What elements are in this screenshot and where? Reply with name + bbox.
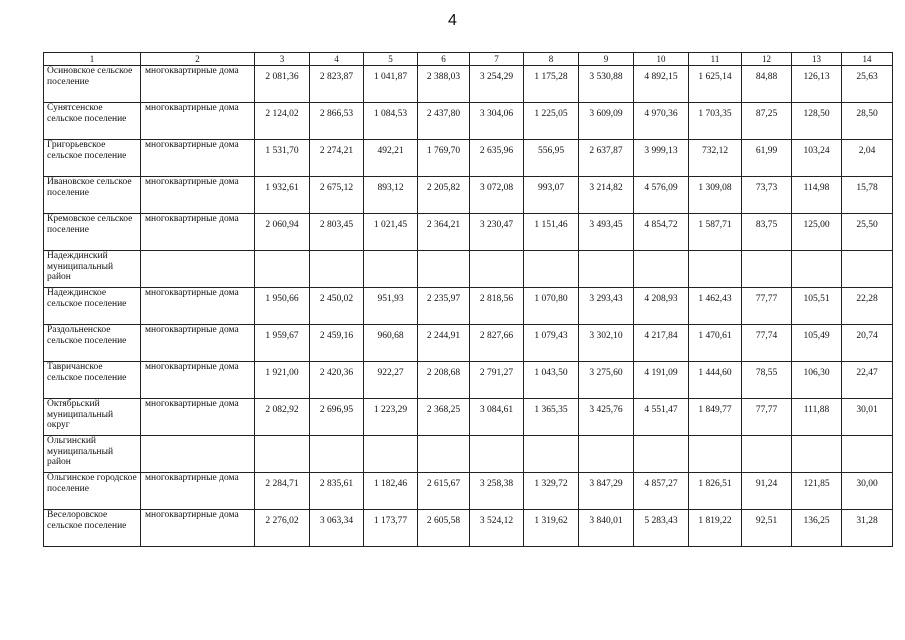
municipality-name: Раздольненское сельское поселение	[44, 325, 141, 362]
housing-type: многоквартирные дома	[141, 140, 255, 177]
housing-type: многоквартирные дома	[141, 362, 255, 399]
value-cell: 4 576,09	[634, 177, 689, 214]
value-cell: 128,50	[792, 103, 842, 140]
municipality-name: Веселоровское сельское поселение	[44, 510, 141, 547]
value-cell: 103,24	[792, 140, 842, 177]
value-cell: 1 182,46	[364, 473, 418, 510]
housing-type	[141, 251, 255, 288]
value-cell: 1 849,77	[689, 399, 742, 436]
value-cell: 922,27	[364, 362, 418, 399]
value-cell: 4 551,47	[634, 399, 689, 436]
value-cell: 20,74	[842, 325, 893, 362]
value-cell: 2 437,80	[418, 103, 470, 140]
value-cell: 77,77	[742, 288, 792, 325]
municipality-name: Октябрьский муниципальный округ	[44, 399, 141, 436]
value-cell: 2 818,56	[470, 288, 524, 325]
value-cell: 3 302,10	[579, 325, 634, 362]
value-cell: 1 819,22	[689, 510, 742, 547]
municipality-name: Ольгинское городское поселение	[44, 473, 141, 510]
value-cell	[579, 251, 634, 288]
value-cell: 732,12	[689, 140, 742, 177]
value-cell	[418, 436, 470, 473]
table-row	[44, 399, 893, 436]
value-cell: 2 081,36	[255, 66, 310, 103]
value-cell: 2 368,25	[418, 399, 470, 436]
table-row	[44, 251, 893, 288]
value-cell: 2 244,91	[418, 325, 470, 362]
value-cell: 1 932,61	[255, 177, 310, 214]
column-header: 4	[310, 53, 364, 66]
value-cell: 77,74	[742, 325, 792, 362]
housing-type: многоквартирные дома	[141, 66, 255, 103]
value-cell	[255, 436, 310, 473]
value-cell: 25,50	[842, 214, 893, 251]
municipality-name: Осиновское сельское поселение	[44, 66, 141, 103]
housing-type: многоквартирные дома	[141, 214, 255, 251]
value-cell: 3 530,88	[579, 66, 634, 103]
housing-type	[141, 436, 255, 473]
column-header: 9	[579, 53, 634, 66]
value-cell: 1 319,62	[524, 510, 579, 547]
value-cell: 78,55	[742, 362, 792, 399]
value-cell: 1 084,53	[364, 103, 418, 140]
value-cell: 1 041,87	[364, 66, 418, 103]
value-cell: 3 230,47	[470, 214, 524, 251]
column-header: 7	[470, 53, 524, 66]
value-cell	[255, 251, 310, 288]
value-cell: 1 826,51	[689, 473, 742, 510]
value-cell: 106,30	[792, 362, 842, 399]
table-body	[44, 66, 893, 547]
table-row	[44, 325, 893, 362]
column-header: 6	[418, 53, 470, 66]
value-cell: 25,63	[842, 66, 893, 103]
column-header: 1	[44, 53, 141, 66]
municipality-name: Надеждинское сельское поселение	[44, 288, 141, 325]
value-cell	[842, 251, 893, 288]
value-cell: 4 892,15	[634, 66, 689, 103]
value-cell: 3 493,45	[579, 214, 634, 251]
value-cell: 3 524,12	[470, 510, 524, 547]
value-cell: 126,13	[792, 66, 842, 103]
table-row	[44, 140, 893, 177]
value-cell	[842, 436, 893, 473]
value-cell: 1 959,67	[255, 325, 310, 362]
value-cell: 3 214,82	[579, 177, 634, 214]
value-cell: 1 043,50	[524, 362, 579, 399]
value-cell	[524, 436, 579, 473]
value-cell: 1 703,35	[689, 103, 742, 140]
municipality-name: Ольгинский муниципальный район	[44, 436, 141, 473]
value-cell: 960,68	[364, 325, 418, 362]
value-cell: 3 304,06	[470, 103, 524, 140]
value-cell	[524, 251, 579, 288]
municipality-name: Надеждинский муниципальный район	[44, 251, 141, 288]
value-cell: 84,88	[742, 66, 792, 103]
value-cell: 2 235,97	[418, 288, 470, 325]
value-cell: 2 205,82	[418, 177, 470, 214]
value-cell	[470, 251, 524, 288]
value-cell: 1 079,43	[524, 325, 579, 362]
value-cell: 3 425,76	[579, 399, 634, 436]
table-row	[44, 473, 893, 510]
column-header: 14	[842, 53, 893, 66]
value-cell: 2,04	[842, 140, 893, 177]
value-cell: 2 284,71	[255, 473, 310, 510]
municipality-name: Тавричанское сельское поселение	[44, 362, 141, 399]
value-cell: 111,88	[792, 399, 842, 436]
value-cell: 1 309,08	[689, 177, 742, 214]
value-cell: 1 070,80	[524, 288, 579, 325]
value-cell: 87,25	[742, 103, 792, 140]
value-cell: 492,21	[364, 140, 418, 177]
value-cell: 2 823,87	[310, 66, 364, 103]
value-cell: 1 151,46	[524, 214, 579, 251]
value-cell: 121,85	[792, 473, 842, 510]
value-cell: 2 827,66	[470, 325, 524, 362]
value-cell: 1 223,29	[364, 399, 418, 436]
value-cell: 2 459,16	[310, 325, 364, 362]
value-cell: 1 531,70	[255, 140, 310, 177]
value-cell: 4 208,93	[634, 288, 689, 325]
header-row	[44, 53, 893, 66]
value-cell: 2 276,02	[255, 510, 310, 547]
value-cell: 4 857,27	[634, 473, 689, 510]
value-cell: 1 021,45	[364, 214, 418, 251]
value-cell	[310, 251, 364, 288]
column-header: 3	[255, 53, 310, 66]
value-cell	[310, 436, 364, 473]
value-cell: 2 124,02	[255, 103, 310, 140]
value-cell	[792, 436, 842, 473]
value-cell: 556,95	[524, 140, 579, 177]
table-row	[44, 510, 893, 547]
value-cell: 28,50	[842, 103, 893, 140]
value-cell: 2 637,87	[579, 140, 634, 177]
value-cell: 2 635,96	[470, 140, 524, 177]
value-cell: 1 462,43	[689, 288, 742, 325]
column-header: 12	[742, 53, 792, 66]
value-cell: 2 803,45	[310, 214, 364, 251]
value-cell: 1 444,60	[689, 362, 742, 399]
housing-type: многоквартирные дома	[141, 103, 255, 140]
value-cell: 4 191,09	[634, 362, 689, 399]
table-row	[44, 214, 893, 251]
value-cell: 125,00	[792, 214, 842, 251]
value-cell: 3 847,29	[579, 473, 634, 510]
value-cell: 993,07	[524, 177, 579, 214]
value-cell	[634, 436, 689, 473]
value-cell: 1 365,35	[524, 399, 579, 436]
value-cell: 2 615,67	[418, 473, 470, 510]
column-header: 13	[792, 53, 842, 66]
value-cell: 22,47	[842, 362, 893, 399]
value-cell: 22,28	[842, 288, 893, 325]
value-cell	[579, 436, 634, 473]
value-cell: 77,77	[742, 399, 792, 436]
value-cell: 105,51	[792, 288, 842, 325]
value-cell: 2 791,27	[470, 362, 524, 399]
value-cell: 92,51	[742, 510, 792, 547]
value-cell: 1 921,00	[255, 362, 310, 399]
value-cell: 3 072,08	[470, 177, 524, 214]
value-cell	[364, 436, 418, 473]
table-row	[44, 436, 893, 473]
value-cell: 2 835,61	[310, 473, 364, 510]
value-cell: 1 625,14	[689, 66, 742, 103]
value-cell: 1 175,28	[524, 66, 579, 103]
value-cell: 3 063,34	[310, 510, 364, 547]
value-cell: 3 999,13	[634, 140, 689, 177]
municipality-name: Григорьевское сельское поселение	[44, 140, 141, 177]
tariff-table	[43, 52, 893, 547]
column-header: 8	[524, 53, 579, 66]
column-header: 10	[634, 53, 689, 66]
municipality-name: Сунятсенское сельское поселение	[44, 103, 141, 140]
value-cell: 1 173,77	[364, 510, 418, 547]
value-cell	[742, 436, 792, 473]
column-header: 11	[689, 53, 742, 66]
housing-type: многоквартирные дома	[141, 177, 255, 214]
value-cell: 114,98	[792, 177, 842, 214]
value-cell: 2 388,03	[418, 66, 470, 103]
value-cell: 2 208,68	[418, 362, 470, 399]
value-cell: 2 866,53	[310, 103, 364, 140]
value-cell	[742, 251, 792, 288]
value-cell: 1 587,71	[689, 214, 742, 251]
value-cell: 3 254,29	[470, 66, 524, 103]
value-cell: 83,75	[742, 214, 792, 251]
housing-type: многоквартирные дома	[141, 399, 255, 436]
value-cell: 3 275,60	[579, 362, 634, 399]
value-cell: 136,25	[792, 510, 842, 547]
municipality-name: Ивановское сельское поселение	[44, 177, 141, 214]
column-header: 5	[364, 53, 418, 66]
municipality-name: Кремовское сельское поселение	[44, 214, 141, 251]
value-cell: 1 329,72	[524, 473, 579, 510]
page-number: 4	[448, 12, 457, 29]
value-cell: 2 364,21	[418, 214, 470, 251]
value-cell	[470, 436, 524, 473]
table-row	[44, 66, 893, 103]
value-cell: 3 258,38	[470, 473, 524, 510]
value-cell: 2 060,94	[255, 214, 310, 251]
table-row	[44, 103, 893, 140]
value-cell	[418, 251, 470, 288]
value-cell: 3 609,09	[579, 103, 634, 140]
table-row	[44, 177, 893, 214]
value-cell: 2 675,12	[310, 177, 364, 214]
value-cell: 105,49	[792, 325, 842, 362]
value-cell: 951,93	[364, 288, 418, 325]
value-cell: 3 840,01	[579, 510, 634, 547]
value-cell	[634, 251, 689, 288]
value-cell: 1 225,05	[524, 103, 579, 140]
value-cell	[792, 251, 842, 288]
value-cell: 61,99	[742, 140, 792, 177]
value-cell: 4 854,72	[634, 214, 689, 251]
value-cell	[364, 251, 418, 288]
value-cell: 1 950,66	[255, 288, 310, 325]
value-cell: 2 082,92	[255, 399, 310, 436]
value-cell	[689, 436, 742, 473]
column-header: 2	[141, 53, 255, 66]
value-cell: 4 217,84	[634, 325, 689, 362]
table-row	[44, 362, 893, 399]
value-cell: 3 293,43	[579, 288, 634, 325]
value-cell: 1 470,61	[689, 325, 742, 362]
value-cell: 2 420,36	[310, 362, 364, 399]
housing-type: многоквартирные дома	[141, 288, 255, 325]
housing-type: многоквартирные дома	[141, 325, 255, 362]
table-row	[44, 288, 893, 325]
value-cell: 2 450,02	[310, 288, 364, 325]
value-cell: 2 696,95	[310, 399, 364, 436]
value-cell: 73,73	[742, 177, 792, 214]
value-cell: 91,24	[742, 473, 792, 510]
value-cell	[689, 251, 742, 288]
value-cell: 31,28	[842, 510, 893, 547]
value-cell: 4 970,36	[634, 103, 689, 140]
value-cell: 15,78	[842, 177, 893, 214]
value-cell: 893,12	[364, 177, 418, 214]
value-cell: 1 769,70	[418, 140, 470, 177]
value-cell: 30,00	[842, 473, 893, 510]
housing-type: многоквартирные дома	[141, 473, 255, 510]
value-cell: 30,01	[842, 399, 893, 436]
value-cell: 2 274,21	[310, 140, 364, 177]
value-cell: 2 605,58	[418, 510, 470, 547]
value-cell: 5 283,43	[634, 510, 689, 547]
value-cell: 3 084,61	[470, 399, 524, 436]
housing-type: многоквартирные дома	[141, 510, 255, 547]
